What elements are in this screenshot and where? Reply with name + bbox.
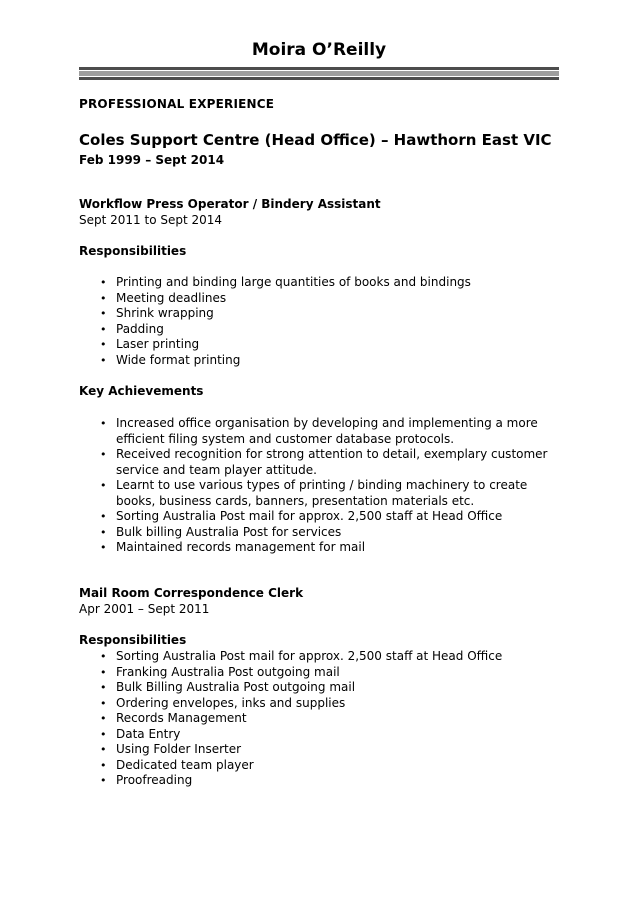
list-item-text: Dedicated team player [116, 757, 254, 772]
bullet-icon: • [100, 758, 107, 772]
bullet-icon: • [100, 743, 107, 756]
list-item [79, 509, 556, 525]
bullet-icon: • [100, 479, 107, 492]
bullet-icon: • [100, 276, 107, 289]
list-item-text: Records Management [116, 711, 247, 725]
responsibilities-list [79, 275, 556, 368]
list-item-text: Received recognition for strong attention to detail, exemplary customer service and team player attitude. [116, 447, 548, 477]
achievements-heading: Key Achievements [79, 384, 204, 398]
list-item [79, 525, 556, 541]
list-item-text: Learnt to use various types of printing / binding machinery to create books, business cards, banners, presentation materials etc. [116, 478, 528, 508]
list-item-text: Maintained records management for mail [116, 540, 366, 554]
list-item [79, 711, 556, 727]
list-item [79, 322, 556, 338]
bullet-icon: • [100, 338, 107, 351]
bullet-icon: • [100, 291, 107, 305]
list-item-text: Wide format printing [116, 352, 241, 367]
list-item [79, 758, 556, 774]
bullet-icon: • [100, 353, 107, 367]
section-heading-professional-experience: PROFESSIONAL EXPERIENCE [79, 97, 275, 111]
job-dates-press-operator: Sept 2011 to Sept 2014 [79, 213, 223, 227]
list-item [79, 447, 556, 478]
responsibilities-list [79, 649, 556, 789]
list-item [79, 540, 556, 556]
list-item [79, 680, 556, 696]
list-item-text: Sorting Australia Post mail for approx. 2,500 staff at Head Office [116, 649, 503, 663]
bullet-icon: • [100, 774, 107, 787]
bullet-icon: • [100, 322, 107, 336]
bullet-icon: • [100, 665, 107, 679]
bullet-icon: • [100, 727, 107, 741]
list-item-text: Bulk Billing Australia Post outgoing mail [116, 680, 356, 694]
list-item-text: Data Entry [116, 726, 181, 741]
bullet-icon: • [100, 448, 107, 461]
bullet-icon: • [100, 510, 107, 523]
header-divider [79, 67, 559, 82]
list-item [79, 742, 556, 758]
list-item [79, 337, 556, 353]
list-item [79, 416, 556, 447]
list-item [79, 649, 556, 665]
list-item-text: Ordering envelopes, inks and supplies [116, 695, 346, 710]
bullet-icon: • [100, 696, 107, 710]
list-item [79, 773, 556, 789]
job-dates-mail-room-clerk: Apr 2001 – Sept 2011 [79, 602, 210, 616]
list-item [79, 291, 556, 307]
responsibilities-heading: Responsibilities [79, 633, 187, 647]
list-item-text: Franking Australia Post outgoing mail [116, 664, 340, 679]
responsibilities-heading: Responsibilities [79, 244, 187, 258]
list-item [79, 306, 556, 322]
employer-name: Coles Support Centre (Head Office) – Hawthorn East VIC [79, 131, 552, 149]
job-title-mail-room-clerk: Mail Room Correspondence Clerk [79, 586, 304, 600]
list-item-text: Sorting Australia Post mail for approx. 2,500 staff at Head Office [116, 509, 503, 523]
list-item [79, 275, 556, 291]
employer-dates: Feb 1999 – Sept 2014 [79, 153, 225, 167]
list-item-text: Bulk billing Australia Post for services [116, 524, 342, 539]
list-item-text: Meeting deadlines [116, 290, 227, 305]
list-item-text: Shrink wrapping [116, 306, 214, 320]
list-item [79, 353, 556, 369]
bullet-icon: • [100, 681, 107, 694]
list-item-text: Printing and binding large quantities of books and bindings [116, 275, 471, 289]
page-title: Moira O’Reilly [251, 40, 387, 60]
list-item-text: Using Folder Inserter [116, 742, 242, 756]
list-item-text: Padding [116, 321, 164, 336]
list-item [79, 665, 556, 681]
list-item-text: Increased office organisation by developing and implementing a more efficient filing system and customer database protocols. [116, 416, 538, 446]
bullet-icon: • [100, 712, 107, 725]
list-item [79, 727, 556, 743]
list-item-text: Proofreading [116, 773, 193, 787]
job-title-press-operator: Workflow Press Operator / Bindery Assistant [79, 197, 381, 211]
bullet-icon: • [100, 650, 107, 663]
achievements-list [79, 416, 556, 556]
bullet-icon: • [100, 307, 107, 320]
bullet-icon: • [100, 525, 107, 539]
list-item-text: Laser printing [116, 337, 200, 351]
bullet-icon: • [100, 541, 107, 554]
bullet-icon: • [100, 417, 107, 430]
list-item [79, 478, 556, 509]
list-item [79, 696, 556, 712]
